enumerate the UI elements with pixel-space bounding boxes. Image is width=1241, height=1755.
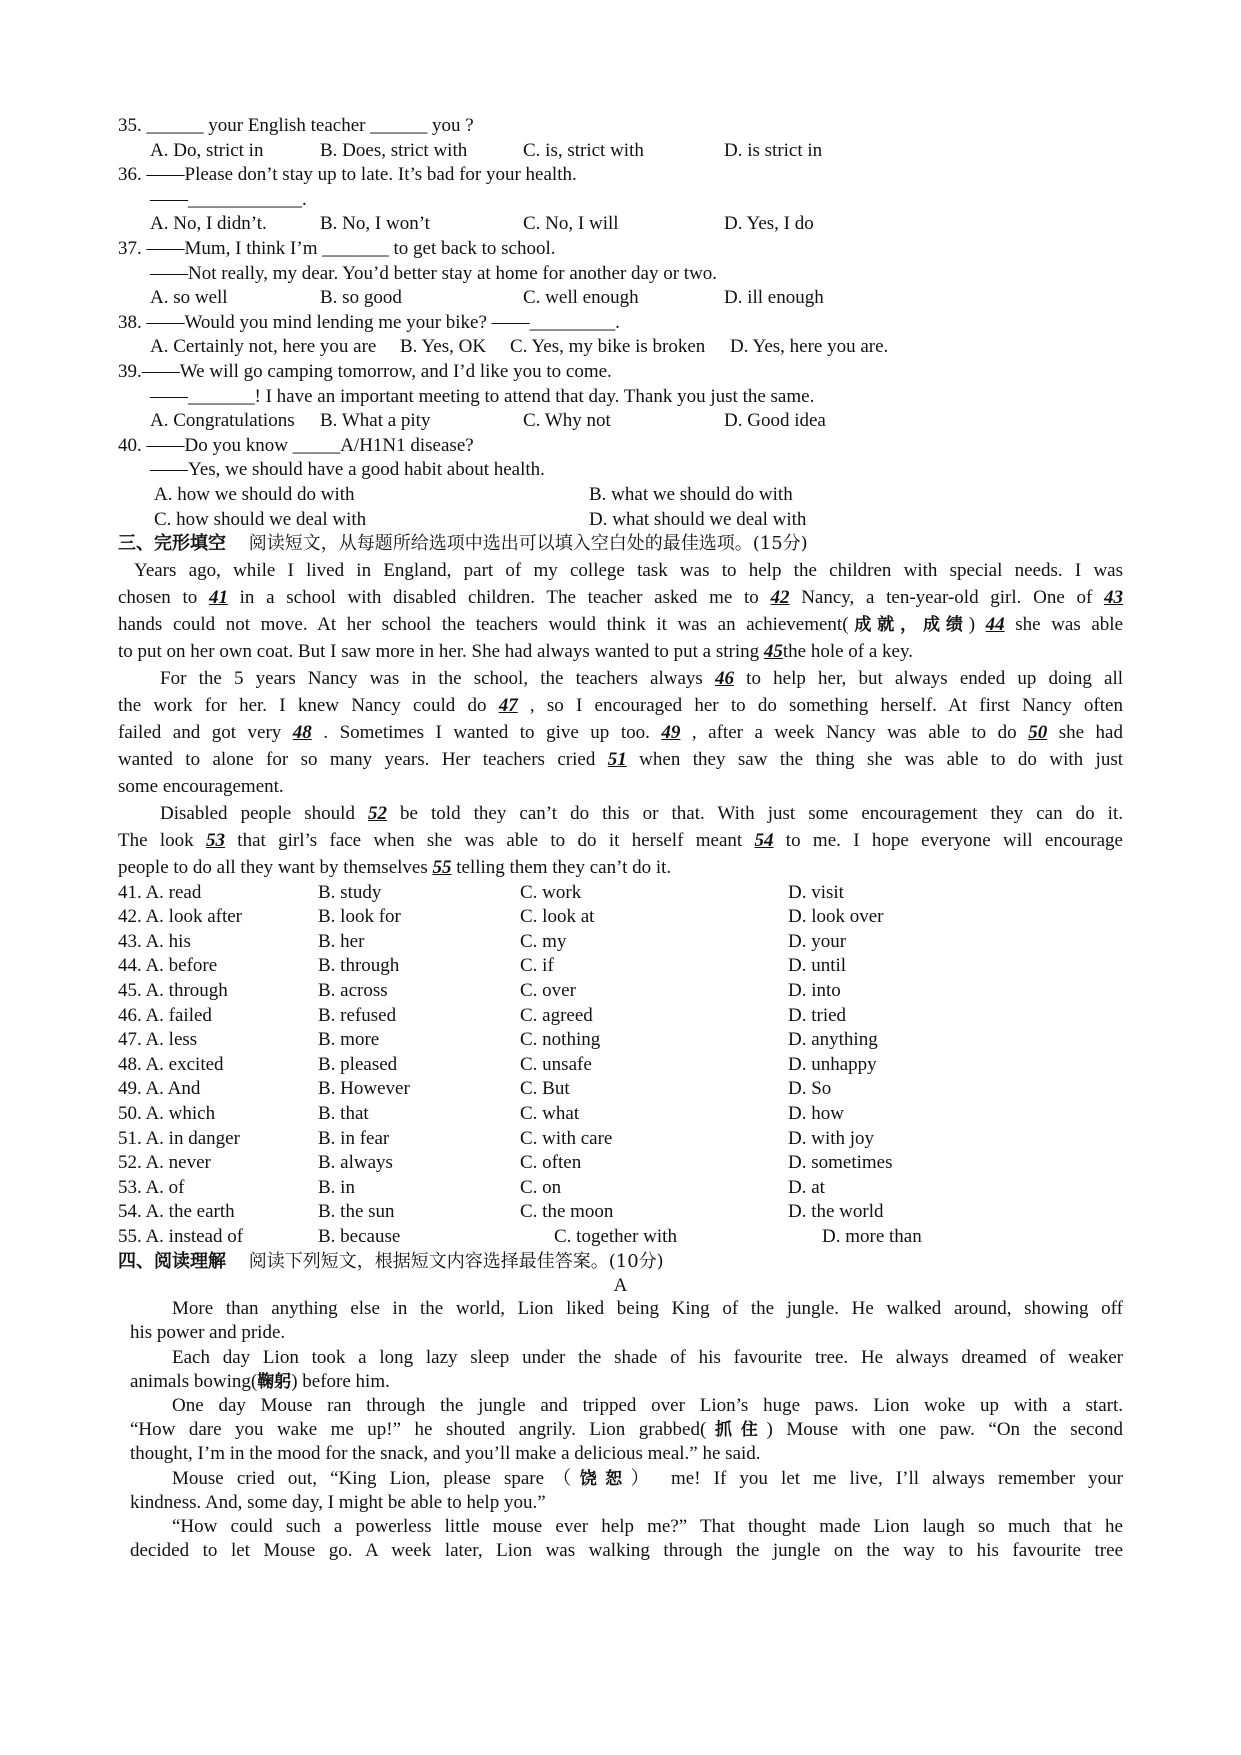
answer-option: B. in fear [318, 1127, 390, 1149]
answer-option: C. nothing [520, 1029, 601, 1051]
answer-option: B. pleased [318, 1053, 398, 1075]
answer-option: C. how should we deal with [154, 508, 367, 530]
passage-line [118, 827, 1123, 854]
chinese-gloss: 饶恕 [579, 1468, 631, 1489]
answer-option: C. on [520, 1176, 562, 1198]
chinese-gloss: 鞠躬 [257, 1371, 292, 1392]
passage-text: decided to let Mouse go. A week later, Lion was walking through the jungle on the way to his favourite tree [130, 1540, 1123, 1562]
option-row [118, 979, 1123, 1004]
answer-option: C. Yes, my bike is broken [510, 336, 706, 358]
option-row [118, 954, 1123, 979]
passage-line [118, 1418, 1123, 1442]
passage-text: One day Mouse ran through the jungle and tripped over Lion’s huge paws. Lion woke up with a start. [172, 1394, 1123, 1416]
answer-option: C. No, I will [523, 213, 619, 235]
option-row [118, 1151, 1123, 1176]
answer-option: 41. A. read [118, 881, 202, 903]
answer-option: D. your [788, 930, 847, 952]
answer-option: D. visit [788, 881, 844, 903]
answer-option: D. unhappy [788, 1053, 877, 1075]
answer-option: C. work [520, 881, 582, 903]
answer-option: C. agreed [520, 1004, 593, 1026]
answer-option: C. But [520, 1078, 570, 1100]
answer-option: B. However [318, 1078, 410, 1100]
answer-option: A. Congratulations [150, 410, 295, 432]
answer-option: D. until [788, 955, 847, 977]
passage-text: “How could such a powerless little mouse ever help me?” That thought made Lion laugh so much that he [172, 1515, 1123, 1537]
answer-option: 51. A. in danger [118, 1127, 240, 1149]
passage-line [118, 1394, 1123, 1418]
answer-option: D. Good idea [724, 410, 826, 432]
passage-text: For the 5 years Nancy was in the school, the teachers always [160, 667, 715, 689]
blank-number: 47 [498, 694, 518, 716]
passage-line [118, 854, 1123, 881]
option-row [118, 1077, 1123, 1102]
option-row [118, 1102, 1123, 1127]
passage-text: she was able [1004, 613, 1124, 635]
answer-option: B. What a pity [320, 410, 431, 432]
answer-option: D. anything [788, 1029, 878, 1051]
passage-text: the work for her. I knew Nancy could do [118, 694, 499, 716]
answer-option: B. look for [318, 906, 401, 928]
passage-text: Disabled people should [160, 802, 368, 824]
question-stem: 37. ——Mum, I think I’m _______ to get back to school. [118, 237, 556, 259]
option-row [118, 1028, 1123, 1053]
blank-number: 45 [763, 640, 783, 662]
blank-number: 54 [754, 829, 774, 851]
passage-line [118, 746, 1123, 773]
answer-option: 44. A. before [118, 955, 218, 977]
passage-text: “How dare you wake me up!” he shouted angrily. Lion grabbed( [130, 1419, 707, 1441]
blank-number: 43 [1104, 586, 1123, 608]
passage-text: Nancy, a ten-year-old girl. One of [789, 586, 1104, 608]
passage-text: she had [1047, 721, 1123, 743]
passage-text: ) before him. [291, 1370, 390, 1392]
answer-option: C. with care [520, 1127, 613, 1149]
answer-option: C. is, strict with [523, 139, 644, 161]
answer-option: C. often [520, 1152, 582, 1174]
option-row [118, 1004, 1123, 1029]
multiple-choice-section [118, 114, 1123, 532]
answer-option: B. study [318, 881, 382, 903]
answer-option: D. sometimes [788, 1152, 893, 1174]
section-instructions: 阅读短文，从每题所给选项中选出可以填入空白处的最佳选项。(15分) [248, 533, 808, 555]
answer-option: 54. A. the earth [118, 1201, 235, 1223]
option-row [118, 335, 1123, 360]
blank-number: 46 [715, 667, 734, 689]
answer-option: 48. A. excited [118, 1053, 224, 1075]
answer-option: C. the moon [520, 1201, 614, 1223]
answer-option: B. No, I won’t [320, 213, 430, 235]
passage-text: The look [118, 829, 206, 851]
cloze-passage [118, 557, 1123, 881]
answer-option: A. Do, strict in [150, 139, 264, 161]
answer-option: C. Why not [523, 410, 611, 432]
answer-option: 42. A. look after [118, 906, 243, 928]
passage-text: chosen to [118, 586, 209, 608]
passage-text: be told they can’t do this or that. With just some encouragement they can do it. [387, 802, 1123, 824]
answer-option: C. together with [554, 1226, 677, 1247]
answer-option: 43. A. his [118, 930, 191, 952]
question-stem: 36. ——Please don’t stay up to late. It’s bad for your health. [118, 164, 577, 186]
blank-number: 50 [1028, 721, 1048, 743]
blank-number: 49 [661, 721, 681, 743]
answer-option: D. look over [788, 906, 884, 928]
answer-option: B. that [318, 1103, 369, 1125]
passage-text: to me. I hope everyone will encourage [773, 829, 1123, 851]
passage-line [118, 1346, 1123, 1370]
option-row [118, 1053, 1123, 1078]
passage-text: animals bowing( [130, 1370, 258, 1392]
passage-line [118, 584, 1123, 611]
question-stem: 40. ——Do you know _____A/H1N1 disease? [118, 434, 474, 456]
passage-line [118, 800, 1123, 827]
passage-text: ) Mouse with one paw. “On the second [766, 1419, 1123, 1441]
answer-option: C. over [520, 980, 576, 1002]
answer-option: D. more than [822, 1226, 922, 1247]
chinese-gloss: 成就，成绩 [848, 614, 969, 635]
blank-number: 53 [205, 829, 225, 851]
answer-option: B. in [318, 1176, 355, 1198]
passage-line [118, 557, 1123, 584]
option-row [118, 212, 1123, 237]
option-row [118, 1225, 1123, 1250]
passage-line [118, 1491, 1123, 1515]
answer-option: D. how [788, 1103, 844, 1125]
blank-number: 48 [292, 721, 312, 743]
answer-option: B. what we should do with [589, 483, 793, 505]
passage-text: Years ago, while I lived in England, part of my college task was to help the children with special needs. I was [134, 559, 1123, 581]
passage-text: in a school with disabled children. The teacher asked me to [227, 586, 771, 608]
reading-heading [118, 1250, 1123, 1275]
passage-line [118, 1321, 1123, 1345]
answer-option: C. look at [520, 906, 595, 928]
question-stem: ——Not really, my dear. You’d better stay at home for another day or two. [150, 262, 718, 284]
answer-option: 52. A. never [118, 1152, 211, 1174]
passage-text: people to do all they want by themselves [118, 856, 433, 878]
answer-option: B. across [318, 980, 388, 1002]
answer-option: B. always [318, 1152, 393, 1174]
answer-option: D. what should we deal with [589, 508, 807, 530]
answer-option: D. tried [788, 1004, 847, 1026]
answer-option: B. her [318, 930, 365, 952]
answer-option: A. how we should do with [154, 483, 355, 505]
question-stem: ——Yes, we should have a good habit about health. [150, 459, 545, 481]
passage-line [118, 1515, 1123, 1539]
option-row [118, 1176, 1123, 1201]
answer-option: 55. A. instead of [118, 1226, 244, 1247]
option-row [118, 930, 1123, 955]
passage-line [118, 665, 1123, 692]
answer-option: D. Yes, I do [724, 213, 814, 235]
option-row [118, 881, 1123, 906]
passage-line [118, 773, 1123, 800]
passage-line [118, 1297, 1123, 1321]
option-row [118, 139, 1123, 164]
blank-number: 55 [432, 856, 452, 878]
blank-number: 52 [368, 802, 387, 824]
answer-option: C. my [520, 930, 567, 952]
answer-option: C. what [520, 1103, 580, 1125]
blank-number: 44 [985, 613, 1005, 635]
answer-option: B. Yes, OK [400, 336, 487, 358]
answer-option: D. with joy [788, 1127, 875, 1149]
exam-page [118, 114, 1123, 1563]
passage-text: kindness. And, some day, I might be able to help you.” [130, 1491, 546, 1513]
passage-text: More than anything else in the world, Lion liked being King of the jungle. He walked around, showing off [172, 1298, 1123, 1320]
chinese-gloss: 抓住 [706, 1420, 767, 1441]
passage-text: , so I encouraged her to do something herself. At first Nancy often [517, 694, 1123, 716]
reading-passage [118, 1297, 1123, 1563]
blank-number: 42 [770, 586, 790, 608]
passage-line [118, 638, 1123, 665]
passage-text: his power and pride. [130, 1322, 286, 1344]
answer-option: D. So [788, 1078, 832, 1100]
answer-option: D. is strict in [724, 139, 823, 161]
passage-text: Mouse cried out, “King Lion, please spare（ [172, 1467, 580, 1489]
answer-option: 47. A. less [118, 1029, 198, 1051]
answer-option: A. Certainly not, here you are [150, 336, 377, 358]
question-stem: 35. ______ your English teacher ______ you ? [118, 115, 474, 136]
answer-option: 53. A. of [118, 1176, 185, 1198]
answer-option: C. unsafe [520, 1053, 592, 1075]
answer-option: D. Yes, here you are. [730, 336, 889, 358]
passage-line [118, 611, 1123, 638]
passage-text: ) [968, 613, 986, 635]
option-row [118, 1127, 1123, 1152]
section-title: 四、阅读理解 [118, 1250, 226, 1272]
answer-option: B. Does, strict with [320, 139, 468, 161]
answer-option: A. No, I didn’t. [150, 213, 267, 235]
question-stem: 38. ——Would you mind lending me your bike? ——_________. [118, 311, 620, 333]
passage-line [118, 1370, 1123, 1394]
blank-number: 41 [208, 586, 228, 608]
question-stem: 39.——We will go camping tomorrow, and I’d like you to come. [118, 360, 612, 382]
answer-option: B. through [318, 955, 400, 977]
passage-text: . Sometimes I wanted to give up too. [311, 721, 662, 743]
passage-text: to put on her own coat. But I saw more in her. She had always wanted to put a string [118, 640, 764, 662]
answer-option: B. more [318, 1029, 380, 1051]
section-instructions: 阅读下列短文，根据短文内容选择最佳答案。(10分) [248, 1250, 664, 1272]
passage-text: failed and got very [118, 721, 293, 743]
passage-text: thought, I’m in the mood for the snack, and you’ll make a delicious meal.” he said. [130, 1443, 761, 1465]
passage-line [118, 1539, 1123, 1563]
passage-text: that girl’s face when she was able to do it herself meant [224, 829, 755, 851]
passage-text: , after a week Nancy was able to do [680, 721, 1029, 743]
answer-option: A. so well [150, 287, 228, 309]
option-row [118, 1200, 1123, 1225]
answer-option: C. if [520, 955, 554, 977]
answer-option: D. into [788, 980, 841, 1002]
answer-option: B. the sun [318, 1201, 395, 1223]
option-row [118, 286, 1123, 311]
passage-text: the hole of a key. [782, 640, 914, 662]
passage-text: ） me! If you let me live, I’ll always remember your [630, 1467, 1123, 1489]
answer-option: B. because [318, 1226, 401, 1247]
answer-option: 50. A. which [118, 1103, 216, 1125]
answer-option: B. refused [318, 1004, 397, 1026]
passage-text: some encouragement. [118, 775, 284, 797]
passage-text: when they saw the thing she was able to do with just [626, 748, 1123, 770]
passage-line [118, 1467, 1123, 1491]
question-stem: ——____________. [150, 188, 307, 210]
answer-option: C. well enough [523, 287, 639, 309]
passage-text: hands could not move. At her school the teachers would think it was an achievement( [118, 613, 849, 635]
passage-line [118, 692, 1123, 719]
blank-number: 51 [607, 748, 627, 770]
question-stem: ——_______! I have an important meeting to attend that day. Thank you just the same. [150, 385, 815, 407]
passage-text: wanted to alone for so many years. Her teachers cried [118, 748, 608, 770]
passage-label: A [613, 1275, 628, 1297]
cloze-heading [118, 532, 1123, 557]
passage-line [118, 1442, 1123, 1466]
option-row [118, 409, 1123, 434]
passage-line [118, 719, 1123, 746]
answer-option: B. so good [320, 287, 402, 309]
answer-option: D. ill enough [724, 287, 824, 309]
option-row [118, 483, 1123, 508]
answer-option: D. the world [788, 1201, 884, 1223]
passage-text: to help her, but always ended up doing all [734, 667, 1123, 689]
passage-text: Each day Lion took a long lazy sleep under the shade of his favourite tree. He always dreamed of weaker [172, 1346, 1123, 1368]
cloze-options [118, 881, 1123, 1250]
option-row [118, 905, 1123, 930]
answer-option: 45. A. through [118, 980, 228, 1002]
answer-option: 46. A. failed [118, 1004, 212, 1026]
answer-option: D. at [788, 1176, 825, 1198]
passage-text: telling them they can’t do it. [451, 856, 672, 878]
answer-option: 49. A. And [118, 1078, 201, 1100]
option-row [118, 508, 1123, 533]
section-title: 三、完形填空 [118, 533, 226, 555]
